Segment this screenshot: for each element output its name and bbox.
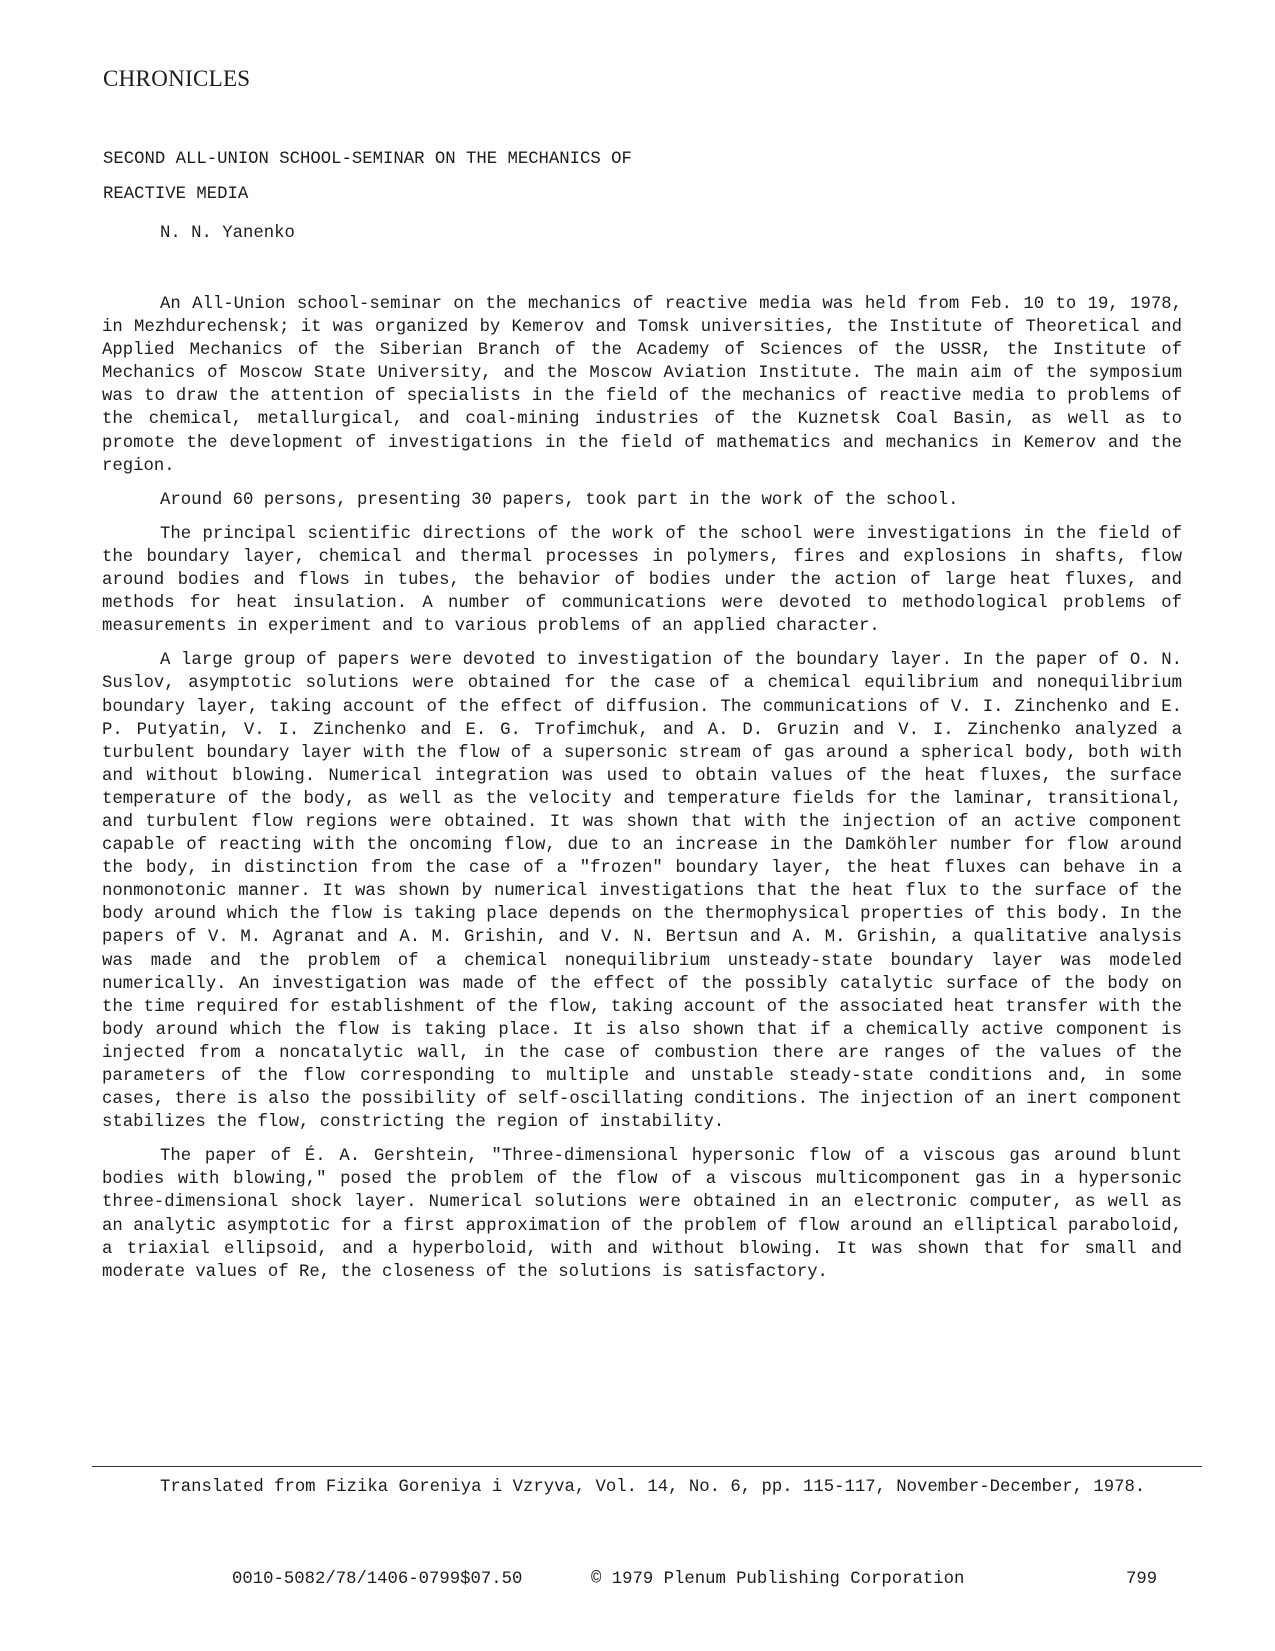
paragraph-gershtein: The paper of É. A. Gershtein, "Three-dimensional hypersonic flow of a viscous gas around blunt bodies with blowing," posed the problem of the flow of a viscous multicomponent gas in a hypersonic three-dimensional shock layer. Numerical solutions were obtained in an electronic computer, as well as an analytic asymptotic for a first approximation of the problem of flow around an elliptical paraboloid, a triaxial ellipsoid, and a hyperboloid, with and without blowing. It was shown that for small and moderate values of Re, the closeness of the solutions is satisfactory. bbox=[102, 1147, 1182, 1282]
translation-footnote: Translated from Fizika Goreniya i Vzryva, Vol. 14, No. 6, pp. 115-117, November-December, 1978. bbox=[160, 1478, 1146, 1497]
copyright-notice: © 1979 Plenum Publishing Corporation bbox=[591, 1570, 965, 1589]
article-title bbox=[103, 142, 632, 212]
paragraph-participants: Around 60 persons, presenting 30 papers, took part in the work of the school. bbox=[160, 490, 959, 510]
paragraph-directions: The principal scientific directions of the work of the school were investigations in the field of the boundary layer, chemical and thermal processes in polymers, fires and explosions in shafts, flow around bodies and flows in tubes, the behavior of bodies under the action of large heat fluxes, and methods for heat insulation. A number of communications were devoted to methodological problems of measurements in experiment and to various problems of an applied character. bbox=[102, 524, 1182, 637]
footnote-divider bbox=[92, 1466, 1202, 1467]
page-number: 799 bbox=[1126, 1570, 1158, 1589]
author-name: N. N. Yanenko bbox=[160, 224, 295, 243]
article-body bbox=[102, 293, 1182, 1295]
paragraph-boundary-layer: A large group of papers were devoted to investigation of the boundary layer. In the paper of O. N. Suslov, asymptotic solutions were obtained for the case of a chemical equilibrium and nonequilibrium boundary layer, taking account of the effect of diffusion. The communications of V. I. Zinchenko and E. P. Putyatin, V. I. Zinchenko and E. G. Trofimchuk, and A. D. Gruzin and V. I. Zinchenko analyzed a turbulent boundary layer with the flow of a supersonic stream of gas around a spherical body, both with and without blowing. Numerical integration was used to obtain values of the heat fluxes, the surface temperature of the body, as well as the velocity and temperature fields for the laminar, transitional, and turbulent flow regions were obtained. It was shown that with the injection of an active component capable of reacting with the oncoming flow, due to an increase in the Damköhler number for flow around the body, in distinction from the case of a "frozen" boundary layer, the heat fluxes can behave in a nonmonotonic manner. It was shown by numerical investigations that the heat flux to the surface of the body around which the flow is taking place depends on the thermophysical properties of this body. In the papers of V. M. Agranat and A. M. Grishin, and V. N. Bertsun and A. M. Grishin, a qualitative analysis was made and the problem of a chemical nonequilibrium unsteady-state boundary layer was modeled numerically. An investigation was made of the effect of the possibly catalytic surface of the body on the time required for establishment of the flow, taking account of the associated heat transfer with the body around which the flow is taking place. It is also shown that if a chemically active component is injected from a noncatalytic wall, in the case of combustion there are ranges of the values of the parameters of the flow corresponding to multiple and unstable steady-state conditions and, in some cases, there is also the possibility of self-oscillating conditions. The injection of an inert component stabilizes the flow, constricting the region of instability. bbox=[102, 651, 1182, 1133]
issn-code: 0010-5082/78/1406-0799$07.50 bbox=[232, 1570, 523, 1589]
section-heading: CHRONICLES bbox=[103, 66, 251, 91]
paragraph-intro: An All-Union school-seminar on the mechanics of reactive media was held from Feb. 10 to 19, 1978, in Mezhdurechensk; it was organized by Kemerov and Tomsk universities, the Institute of Theoretical and Applied Mechanics of the Siberian Branch of the Academy of Sciences of the USSR, the Institute of Mechanics of Moscow State University, and the Moscow Aviation Institute. The main aim of the symposium was to draw the attention of specialists in the field of the mechanics of reactive media to problems of the chemical, metallurgical, and coal-mining industries of the Kuznetsk Coal Basin, as well as to promote the development of investigations in the field of mathematics and mechanics in Kemerov and the region. bbox=[102, 295, 1182, 476]
article-title-line-2: REACTIVE MEDIA bbox=[103, 185, 249, 204]
article-title-line-1: SECOND ALL-UNION SCHOOL-SEMINAR ON THE MECHANICS OF bbox=[103, 150, 632, 169]
